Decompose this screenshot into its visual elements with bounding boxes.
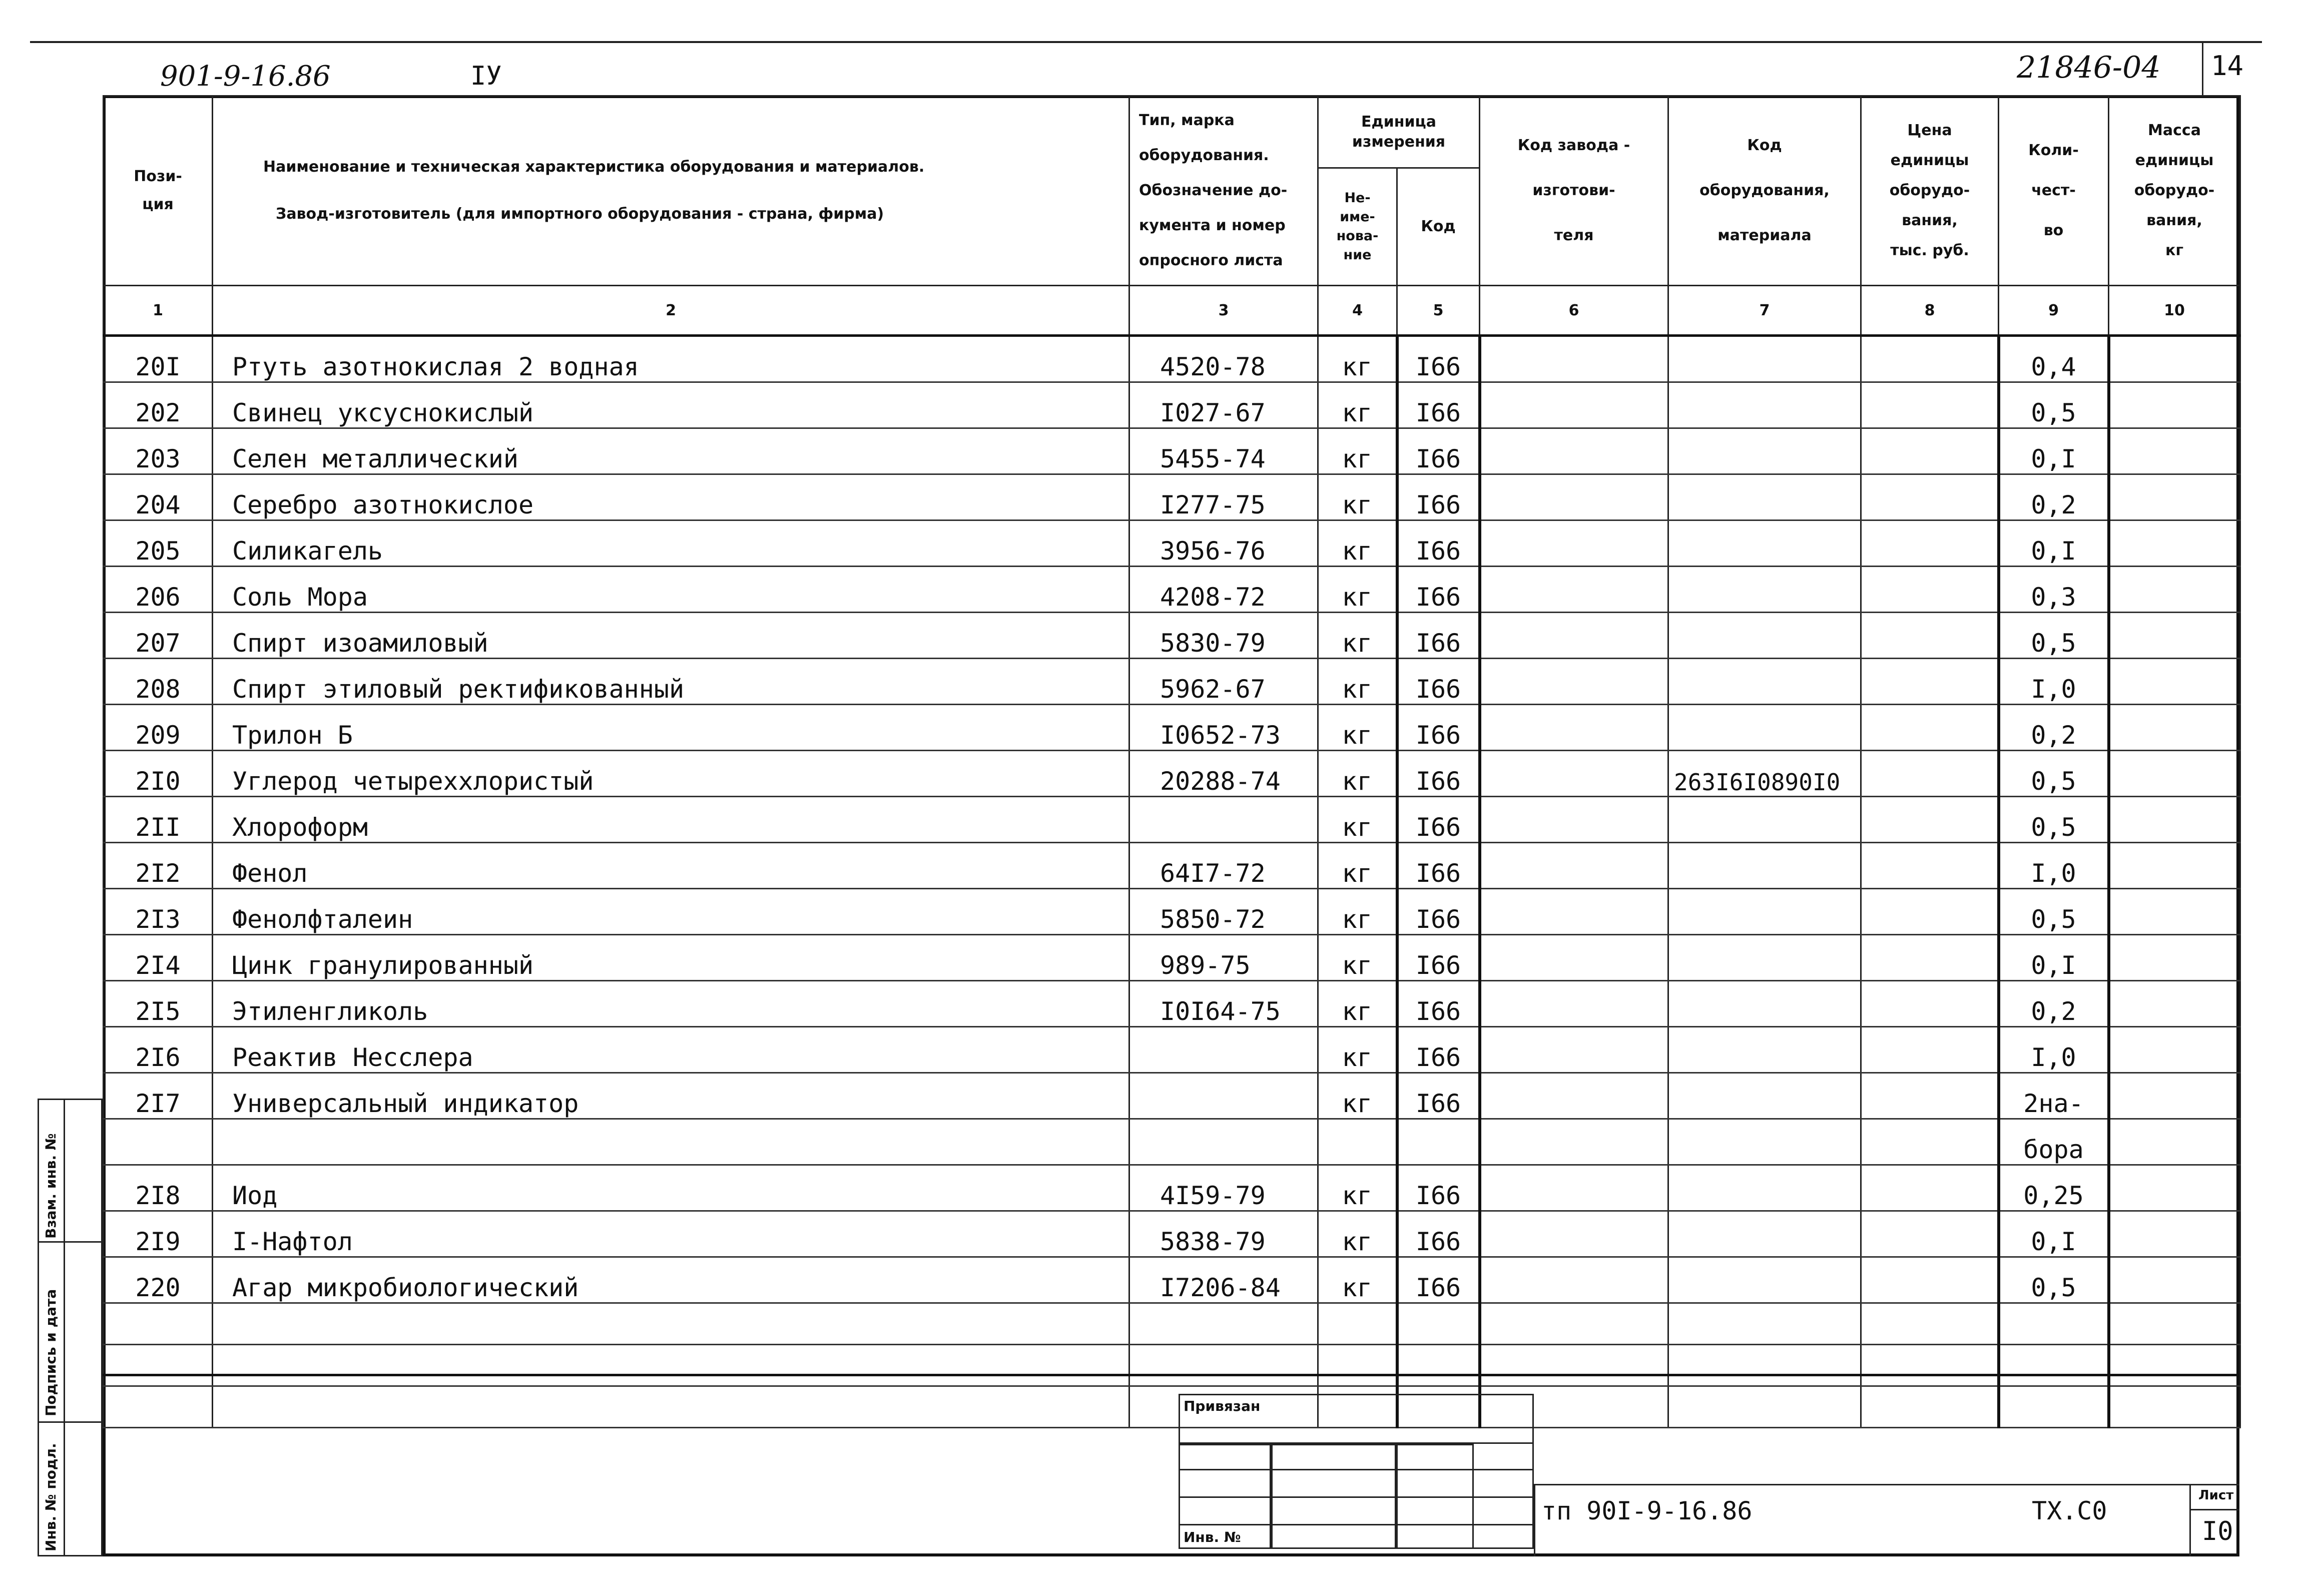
col-number: 9 (1999, 286, 2109, 336)
quantity-cell: 0,5 (1999, 889, 2109, 935)
name-cell: Универсальный индикатор (213, 1073, 1129, 1119)
quantity-cell: 0,2 (1999, 474, 2109, 520)
material-code-cell: 263I6I0890I0 (1668, 751, 1861, 797)
unit-code-cell: I66 (1397, 1165, 1480, 1211)
position-cell: 2I6 (104, 1027, 213, 1073)
unit-code-cell: I66 (1397, 889, 1480, 935)
unit-cell: кг (1318, 1165, 1397, 1211)
mass-cell (2109, 889, 2240, 935)
table-row (104, 520, 2240, 567)
col-number: 6 (1480, 286, 1668, 336)
mass-cell (2109, 797, 2240, 843)
linked-row-line (1179, 1496, 1534, 1498)
quantity-cell: 0,5 (1999, 1257, 2109, 1303)
mass-cell (2109, 751, 2240, 797)
position-cell: 204 (104, 474, 213, 520)
plant-code-cell (1480, 613, 1668, 659)
col-number: 10 (2109, 286, 2240, 336)
side-sign-label: Подпись и дата (43, 1289, 59, 1416)
table-row (104, 1211, 2240, 1257)
header-price: Цена единицы оборудо- вания, тыс. руб. (1861, 96, 1999, 286)
position-cell: 2I0 (104, 751, 213, 797)
position-cell: 2I8 (104, 1165, 213, 1211)
position-cell: 203 (104, 428, 213, 474)
plant-code-cell (1480, 797, 1668, 843)
plant-code-cell (1480, 428, 1668, 474)
unit-cell: кг (1318, 1211, 1397, 1257)
sheet-box-line (2189, 1509, 2239, 1510)
mass-cell (2109, 428, 2240, 474)
unit-cell: кг (1318, 843, 1397, 889)
plant-code-cell (1480, 567, 1668, 613)
price-cell (1861, 705, 1999, 751)
plant-code-cell (1480, 889, 1668, 935)
price-cell (1861, 1257, 1999, 1303)
position-cell (104, 1119, 213, 1165)
name-cell: Цинк гранулированный (213, 935, 1129, 981)
price-cell (1861, 843, 1999, 889)
unit-code-cell: I66 (1397, 1211, 1480, 1257)
side-inv-label: Инв. № подл. (43, 1443, 59, 1551)
unit-cell: кг (1318, 1073, 1397, 1119)
material-code-cell (1668, 1165, 1861, 1211)
specification-table (103, 95, 2241, 1428)
price-cell (1861, 1165, 1999, 1211)
unit-cell: кг (1318, 935, 1397, 981)
quantity-cell: 0,I (1999, 935, 2109, 981)
material-code-cell (1668, 659, 1861, 705)
mass-cell (2109, 705, 2240, 751)
mass-cell (2109, 1073, 2240, 1119)
header-unit-group: Единица измерения (1318, 96, 1480, 168)
header-mass: Масса единицы оборудо- вания, кг (2109, 96, 2240, 286)
mass-cell (2109, 1211, 2240, 1257)
plant-code-cell (1480, 751, 1668, 797)
name-cell: Свинец уксуснокислый (213, 382, 1129, 428)
unit-cell: кг (1318, 613, 1397, 659)
unit-cell: кг (1318, 981, 1397, 1027)
col-number: 2 (213, 286, 1129, 336)
table-row (104, 382, 2240, 428)
material-code-cell (1668, 935, 1861, 981)
position-cell: 20I (104, 336, 213, 382)
inventory-number: 21846-04 (2017, 50, 2161, 85)
table-row (104, 1027, 2240, 1073)
doc-cell: I027-67 (1129, 382, 1318, 428)
quantity-cell: 2на- (1999, 1073, 2109, 1119)
price-cell (1861, 935, 1999, 981)
mass-cell (2109, 1165, 2240, 1211)
name-cell: Углерод четыреххлористый (213, 751, 1129, 797)
name-cell: Спирт этиловый ректификованный (213, 659, 1129, 705)
unit-code-cell: I66 (1397, 613, 1480, 659)
position-cell: 2I4 (104, 935, 213, 981)
table-row (104, 474, 2240, 520)
header-type-doc: Тип, марка оборудования. Обозначение до- кумента и номер опросного листа (1129, 96, 1318, 286)
material-code-cell (1668, 797, 1861, 843)
doc-cell: 5830-79 (1129, 613, 1318, 659)
name-cell: Селен металлический (213, 428, 1129, 474)
mass-cell (2109, 935, 2240, 981)
unit-cell: кг (1318, 474, 1397, 520)
price-cell (1861, 1073, 1999, 1119)
material-code-cell (1668, 567, 1861, 613)
unit-cell: кг (1318, 1257, 1397, 1303)
quantity-cell: 0,5 (1999, 382, 2109, 428)
unit-cell: кг (1318, 336, 1397, 382)
section-label: IУ (470, 61, 502, 91)
material-code-cell (1668, 981, 1861, 1027)
price-cell (1861, 751, 1999, 797)
doc-cell: I277-75 (1129, 474, 1318, 520)
unit-cell: кг (1318, 797, 1397, 843)
table-row (104, 428, 2240, 474)
unit-code-cell (1397, 1119, 1480, 1165)
material-code-cell (1668, 613, 1861, 659)
position-cell: 205 (104, 520, 213, 567)
header-position: Пози- ция (104, 96, 213, 286)
price-cell (1861, 520, 1999, 567)
table-row (104, 797, 2240, 843)
plant-code-cell (1480, 336, 1668, 382)
unit-cell: кг (1318, 705, 1397, 751)
table-row (104, 613, 2240, 659)
plant-code-cell (1480, 474, 1668, 520)
price-cell (1861, 428, 1999, 474)
quantity-cell: I,0 (1999, 1027, 2109, 1073)
mass-cell (2109, 981, 2240, 1027)
material-code-cell (1668, 889, 1861, 935)
unit-cell: кг (1318, 659, 1397, 705)
unit-cell: кг (1318, 428, 1397, 474)
quantity-cell: 0,3 (1999, 567, 2109, 613)
doc-cell: 4I59-79 (1129, 1165, 1318, 1211)
unit-code-cell: I66 (1397, 751, 1480, 797)
material-code-cell (1668, 336, 1861, 382)
quantity-cell: 0,5 (1999, 751, 2109, 797)
empty-row (104, 1303, 2240, 1345)
unit-code-cell: I66 (1397, 981, 1480, 1027)
mass-cell (2109, 1027, 2240, 1073)
material-code-cell (1668, 382, 1861, 428)
sheet-label: Лист (2198, 1488, 2234, 1503)
plant-code-cell (1480, 1073, 1668, 1119)
side-divider (38, 1241, 103, 1243)
unit-code-cell: I66 (1397, 1073, 1480, 1119)
name-cell: Спирт изоамиловый (213, 613, 1129, 659)
col-number: 8 (1861, 286, 1999, 336)
plant-code-cell (1480, 382, 1668, 428)
material-code-cell (1668, 1211, 1861, 1257)
position-cell: 209 (104, 705, 213, 751)
unit-code-cell: I66 (1397, 474, 1480, 520)
position-cell: 2I2 (104, 843, 213, 889)
unit-code-cell: I66 (1397, 382, 1480, 428)
material-code-cell (1668, 520, 1861, 567)
mass-cell (2109, 474, 2240, 520)
doc-cell: 4520-78 (1129, 336, 1318, 382)
quantity-cell: I,0 (1999, 843, 2109, 889)
table-row (104, 981, 2240, 1027)
name-cell: Реактив Несслера (213, 1027, 1129, 1073)
price-cell (1861, 1119, 1999, 1165)
mass-cell (2109, 659, 2240, 705)
table-row (104, 935, 2240, 981)
side-divider (38, 1421, 103, 1423)
unit-cell: кг (1318, 889, 1397, 935)
plant-code-cell (1480, 520, 1668, 567)
quantity-cell: I,0 (1999, 659, 2109, 705)
unit-code-cell: I66 (1397, 428, 1480, 474)
plant-code-cell (1480, 1257, 1668, 1303)
material-code-cell (1668, 1073, 1861, 1119)
price-cell (1861, 797, 1999, 843)
material-code-cell (1668, 843, 1861, 889)
quantity-cell: 0,I (1999, 1211, 2109, 1257)
name-cell: Иод (213, 1165, 1129, 1211)
col-number: 3 (1129, 286, 1318, 336)
linked-row-line (1179, 1469, 1534, 1470)
quantity-cell: 0,I (1999, 520, 2109, 567)
unit-code-cell: I66 (1397, 659, 1480, 705)
table-row (104, 1119, 2240, 1165)
name-cell: Фенол (213, 843, 1129, 889)
plant-code-cell (1480, 1027, 1668, 1073)
plant-code-cell (1480, 1211, 1668, 1257)
header-quantity: Коли- чест- во (1999, 96, 2109, 286)
position-cell: 2I9 (104, 1211, 213, 1257)
table-row (104, 1073, 2240, 1119)
col-number: 7 (1668, 286, 1861, 336)
mass-cell (2109, 843, 2240, 889)
quantity-cell: 0,2 (1999, 981, 2109, 1027)
quantity-cell: 0,4 (1999, 336, 2109, 382)
quantity-cell: 0,25 (1999, 1165, 2109, 1211)
quantity-cell: 0,5 (1999, 613, 2109, 659)
unit-cell: кг (1318, 1027, 1397, 1073)
header-plant-code: Код завода - изготови- теля (1480, 96, 1668, 286)
material-code-cell (1668, 1257, 1861, 1303)
table-row (104, 567, 2240, 613)
position-cell: 2I7 (104, 1073, 213, 1119)
unit-code-cell: I66 (1397, 935, 1480, 981)
name-cell: Серебро азотнокислое (213, 474, 1129, 520)
material-code-cell (1668, 1027, 1861, 1073)
position-cell: 207 (104, 613, 213, 659)
doc-cell (1129, 1119, 1318, 1165)
doc-cell: I0652-73 (1129, 705, 1318, 751)
doc-cell: 4208-72 (1129, 567, 1318, 613)
doc-cell: 989-75 (1129, 935, 1318, 981)
mass-cell (2109, 1257, 2240, 1303)
table-row (104, 751, 2240, 797)
name-cell: Соль Мора (213, 567, 1129, 613)
doc-cell: I0I64-75 (1129, 981, 1318, 1027)
position-cell: 2I3 (104, 889, 213, 935)
col-number: 1 (104, 286, 213, 336)
page-number: 14 (2211, 50, 2244, 82)
name-cell: Трилон Б (213, 705, 1129, 751)
unit-code-cell: I66 (1397, 336, 1480, 382)
unit-cell: кг (1318, 382, 1397, 428)
column-number-row (104, 286, 2240, 336)
table-row (104, 889, 2240, 935)
table-row (104, 843, 2240, 889)
mass-cell (2109, 1119, 2240, 1165)
mass-cell (2109, 613, 2240, 659)
price-cell (1861, 659, 1999, 705)
material-code-cell (1668, 474, 1861, 520)
linked-label: Привязан (1184, 1398, 1261, 1414)
section-code: ТХ.С0 (2032, 1496, 2107, 1525)
doc-cell: 3956-76 (1129, 520, 1318, 567)
doc-code-top-left: 901-9-16.86 (160, 60, 331, 93)
quantity-cell: 0,2 (1999, 705, 2109, 751)
table-row (104, 705, 2240, 751)
sheet-number: I0 (2202, 1516, 2233, 1546)
doc-cell: I7206-84 (1129, 1257, 1318, 1303)
name-cell (213, 1119, 1129, 1165)
header-material-code: Код оборудования, материала (1668, 96, 1861, 286)
header-row-1 (104, 96, 2240, 168)
price-cell (1861, 981, 1999, 1027)
doc-cell (1129, 1027, 1318, 1073)
name-cell: Агар микробиологический (213, 1257, 1129, 1303)
mass-cell (2109, 520, 2240, 567)
header-unit-code: Код (1397, 168, 1480, 286)
price-cell (1861, 567, 1999, 613)
project-code: тп 90I-9-16.86 (1541, 1496, 1753, 1525)
table-row (104, 1257, 2240, 1303)
name-cell: Хлороформ (213, 797, 1129, 843)
plant-code-cell (1480, 1119, 1668, 1165)
doc-cell: 5838-79 (1129, 1211, 1318, 1257)
inv-no-label: Инв. № (1184, 1529, 1241, 1545)
position-cell: 2I5 (104, 981, 213, 1027)
table-row (104, 336, 2240, 382)
unit-cell: кг (1318, 520, 1397, 567)
position-cell: 220 (104, 1257, 213, 1303)
unit-code-cell: I66 (1397, 797, 1480, 843)
plant-code-cell (1480, 1165, 1668, 1211)
header-name: Наименование и техническая характеристика оборудования и материалов. Завод-изготовитель (для импортного оборудования - страна, фирма) (213, 96, 1129, 286)
doc-cell: 5962-67 (1129, 659, 1318, 705)
plant-code-cell (1480, 935, 1668, 981)
mass-cell (2109, 336, 2240, 382)
linked-row-line (1179, 1524, 1534, 1525)
doc-cell (1129, 797, 1318, 843)
name-cell: I-Нафтол (213, 1211, 1129, 1257)
plant-code-cell (1480, 705, 1668, 751)
name-cell: Этиленгликоль (213, 981, 1129, 1027)
unit-cell: кг (1318, 567, 1397, 613)
unit-cell: кг (1318, 751, 1397, 797)
price-cell (1861, 889, 1999, 935)
doc-cell: 64I7-72 (1129, 843, 1318, 889)
material-code-cell (1668, 428, 1861, 474)
table-row (104, 659, 2240, 705)
position-cell: 208 (104, 659, 213, 705)
plant-code-cell (1480, 843, 1668, 889)
plant-code-cell (1480, 659, 1668, 705)
position-cell: 2II (104, 797, 213, 843)
unit-code-cell: I66 (1397, 1027, 1480, 1073)
side-vzam-label: Взам. инв. № (43, 1133, 59, 1239)
unit-code-cell: I66 (1397, 1257, 1480, 1303)
unit-cell (1318, 1119, 1397, 1165)
quantity-cell: 0,5 (1999, 797, 2109, 843)
name-cell: Фенолфталеин (213, 889, 1129, 935)
material-code-cell (1668, 1119, 1861, 1165)
price-cell (1861, 1211, 1999, 1257)
quantity-cell: бора (1999, 1119, 2109, 1165)
name-cell: Ртуть азотнокислая 2 водная (213, 336, 1129, 382)
unit-code-cell: I66 (1397, 520, 1480, 567)
price-cell (1861, 336, 1999, 382)
doc-cell (1129, 1073, 1318, 1119)
name-cell: Силикагель (213, 520, 1129, 567)
doc-cell: 20288-74 (1129, 751, 1318, 797)
price-cell (1861, 474, 1999, 520)
table-row (104, 1165, 2240, 1211)
page-number-divider (2202, 41, 2203, 95)
price-cell (1861, 613, 1999, 659)
quantity-cell: 0,I (1999, 428, 2109, 474)
unit-code-cell: I66 (1397, 567, 1480, 613)
position-cell: 202 (104, 382, 213, 428)
unit-code-cell: I66 (1397, 705, 1480, 751)
price-cell (1861, 382, 1999, 428)
mass-cell (2109, 382, 2240, 428)
position-cell: 206 (104, 567, 213, 613)
unit-code-cell: I66 (1397, 843, 1480, 889)
col-number: 5 (1397, 286, 1480, 336)
mass-cell (2109, 567, 2240, 613)
doc-cell: 5850-72 (1129, 889, 1318, 935)
material-code-cell (1668, 705, 1861, 751)
sheet-top-border (30, 41, 2262, 43)
col-number: 4 (1318, 286, 1397, 336)
header-unit-name: Не- име- нова- ние (1318, 168, 1397, 286)
plant-code-cell (1480, 981, 1668, 1027)
doc-cell: 5455-74 (1129, 428, 1318, 474)
price-cell (1861, 1027, 1999, 1073)
